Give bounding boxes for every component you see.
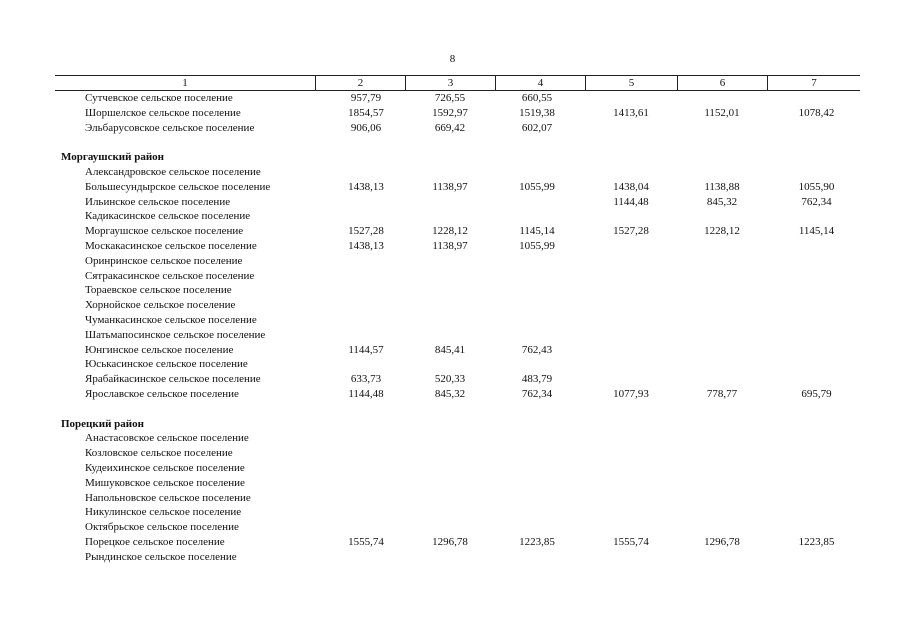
value-cell-col-2 xyxy=(315,520,405,535)
table-row xyxy=(55,224,860,239)
value-cell-col-7 xyxy=(767,283,860,298)
value-cell-col-6 xyxy=(677,313,767,328)
value-cell-col-5 xyxy=(585,91,677,106)
value-cell-col-6 xyxy=(677,121,767,136)
value-cell-col-7 xyxy=(767,165,860,180)
value-cell-col-6 xyxy=(677,520,767,535)
value-cell-col-3 xyxy=(405,461,495,476)
value-cell-col-6: 1152,01 xyxy=(704,106,740,119)
value-cell-col-5: 1077,93 xyxy=(613,387,649,400)
value-cell-col-6 xyxy=(677,476,767,491)
value-cell-col-7 xyxy=(767,491,860,506)
value-cell-col-2 xyxy=(315,550,405,565)
value-cell-col-7 xyxy=(767,239,860,254)
value-cell-col-3 xyxy=(405,446,495,461)
settlement-name: Тораевское сельское поселение xyxy=(85,284,232,297)
table-row xyxy=(55,535,860,550)
value-cell-col-3: 726,55 xyxy=(434,92,466,104)
value-cell-col-2 xyxy=(315,357,405,372)
value-cell-col-2 xyxy=(315,283,405,298)
value-cell-col-4 xyxy=(495,357,585,372)
settlement-name: Большесундырское сельское поселение xyxy=(85,180,271,193)
value-cell-col-6 xyxy=(677,550,767,565)
value-cell-col-5: 1555,74 xyxy=(613,535,649,548)
value-cell-col-4: 483,79 xyxy=(521,373,553,386)
settlement-name: Эльбарусовское сельское поселение xyxy=(85,121,255,134)
table-header-row xyxy=(55,75,860,91)
value-cell-col-4 xyxy=(495,209,585,224)
value-cell-col-3 xyxy=(405,491,495,506)
section-spacer xyxy=(55,402,860,417)
value-cell-col-2 xyxy=(315,328,405,343)
value-cell-col-4 xyxy=(495,476,585,491)
section-spacer xyxy=(55,135,860,150)
table-row xyxy=(55,431,860,446)
value-cell-col-4: 1055,99 xyxy=(519,239,555,252)
settlement-name: Юськасинское сельское поселение xyxy=(85,358,248,371)
table-row xyxy=(55,283,860,298)
value-cell-col-4 xyxy=(495,165,585,180)
table-row xyxy=(55,91,860,106)
value-cell-col-3: 845,32 xyxy=(434,387,466,400)
value-cell-col-5: 1527,28 xyxy=(613,225,649,238)
value-cell-col-2 xyxy=(315,491,405,506)
value-cell-col-3 xyxy=(405,165,495,180)
value-cell-col-6 xyxy=(677,254,767,269)
value-cell-col-5 xyxy=(585,283,677,298)
value-cell-col-6 xyxy=(677,298,767,313)
value-cell-col-7 xyxy=(767,357,860,372)
value-cell-col-2: 1144,57 xyxy=(348,343,384,356)
district-heading: Порецкий район xyxy=(61,417,144,430)
settlement-name: Ярославское сельское поселение xyxy=(85,387,239,400)
settlement-name: Александровское сельское поселение xyxy=(85,165,261,178)
settlement-name: Кудеихинское сельское поселение xyxy=(85,461,245,474)
value-cell-col-3: 669,42 xyxy=(434,121,466,134)
value-cell-col-4 xyxy=(495,431,585,446)
value-cell-col-3 xyxy=(405,520,495,535)
column-header-5: 5 xyxy=(585,76,677,90)
value-cell-col-5 xyxy=(585,269,677,284)
value-cell-col-5: 1413,61 xyxy=(613,106,649,119)
value-cell-col-4 xyxy=(495,328,585,343)
value-cell-col-7 xyxy=(767,550,860,565)
table-row xyxy=(55,343,860,358)
value-cell-col-3: 520,33 xyxy=(434,373,466,386)
value-cell-col-6: 1138,88 xyxy=(704,180,740,193)
value-cell-col-5 xyxy=(585,254,677,269)
value-cell-col-2 xyxy=(315,209,405,224)
value-cell-col-6: 1228,12 xyxy=(704,225,740,238)
settlement-name: Шатьмапосинское сельское поселение xyxy=(85,328,266,341)
value-cell-col-4: 1519,38 xyxy=(519,106,555,119)
district-heading: Моргаушский район xyxy=(61,151,165,164)
value-cell-col-4: 762,43 xyxy=(521,343,553,356)
table-row xyxy=(55,165,860,180)
table-row xyxy=(55,372,860,387)
value-cell-col-3 xyxy=(405,357,495,372)
settlement-name: Никулинское сельское поселение xyxy=(85,506,242,519)
value-cell-col-2 xyxy=(315,461,405,476)
table-row xyxy=(55,209,860,224)
value-cell-col-7 xyxy=(767,209,860,224)
settlement-name: Ярабайкасинское сельское поселение xyxy=(85,373,261,386)
value-cell-col-2: 1438,13 xyxy=(348,239,384,252)
value-cell-col-3: 1138,97 xyxy=(432,239,468,252)
value-cell-col-4 xyxy=(495,313,585,328)
table-body xyxy=(55,91,860,565)
table-row xyxy=(55,520,860,535)
value-cell-col-2 xyxy=(315,313,405,328)
value-cell-col-3: 845,41 xyxy=(434,343,466,356)
value-cell-col-4 xyxy=(495,195,585,210)
value-cell-col-5 xyxy=(585,298,677,313)
value-cell-col-7 xyxy=(767,431,860,446)
value-cell-col-6 xyxy=(677,372,767,387)
value-cell-col-2 xyxy=(315,505,405,520)
value-cell-col-4: 762,34 xyxy=(521,387,553,400)
value-cell-col-5: 1438,04 xyxy=(613,180,649,193)
value-cell-col-5 xyxy=(585,328,677,343)
value-cell-col-3 xyxy=(405,254,495,269)
value-cell-col-3 xyxy=(405,298,495,313)
value-cell-col-6 xyxy=(677,239,767,254)
table-row xyxy=(55,446,860,461)
value-cell-col-4 xyxy=(495,298,585,313)
tariff-table xyxy=(55,75,860,565)
value-cell-col-3 xyxy=(405,313,495,328)
table-row xyxy=(55,106,860,121)
value-cell-col-5 xyxy=(585,491,677,506)
page-number: 8 xyxy=(449,53,456,65)
value-cell-col-4 xyxy=(495,446,585,461)
value-cell-col-2: 633,73 xyxy=(350,373,382,386)
settlement-name: Анастасовское сельское поселение xyxy=(85,432,249,445)
settlement-name: Юнгинское сельское поселение xyxy=(85,343,234,356)
value-cell-col-7 xyxy=(767,446,860,461)
value-cell-col-6: 778,77 xyxy=(706,387,738,400)
value-cell-col-7 xyxy=(767,328,860,343)
value-cell-col-5 xyxy=(585,239,677,254)
value-cell-col-3 xyxy=(405,505,495,520)
value-cell-col-3 xyxy=(405,195,495,210)
settlement-name: Оринринское сельское поселение xyxy=(85,254,243,267)
value-cell-col-5 xyxy=(585,209,677,224)
value-cell-col-4: 1223,85 xyxy=(519,535,555,548)
value-cell-col-5 xyxy=(585,431,677,446)
value-cell-col-6: 1296,78 xyxy=(704,535,740,548)
value-cell-col-3 xyxy=(405,209,495,224)
value-cell-col-3: 1296,78 xyxy=(432,535,468,548)
value-cell-col-6 xyxy=(677,431,767,446)
value-cell-col-2: 1555,74 xyxy=(348,535,384,548)
value-cell-col-2: 1438,13 xyxy=(348,180,384,193)
table-row xyxy=(55,313,860,328)
value-cell-col-7 xyxy=(767,298,860,313)
table-row xyxy=(55,328,860,343)
value-cell-col-7 xyxy=(767,313,860,328)
value-cell-col-2: 1527,28 xyxy=(348,225,384,238)
value-cell-col-4: 660,55 xyxy=(521,92,553,104)
table-row xyxy=(55,461,860,476)
value-cell-col-3: 1228,12 xyxy=(432,225,468,238)
value-cell-col-4: 1145,14 xyxy=(519,225,555,238)
value-cell-col-6: 845,32 xyxy=(706,195,738,208)
value-cell-col-6 xyxy=(677,209,767,224)
table-row xyxy=(55,387,860,402)
table-row xyxy=(55,254,860,269)
value-cell-col-2 xyxy=(315,195,405,210)
value-cell-col-7 xyxy=(767,343,860,358)
value-cell-col-5: 1144,48 xyxy=(613,195,649,208)
value-cell-col-7 xyxy=(767,121,860,136)
value-cell-col-2 xyxy=(315,446,405,461)
value-cell-col-4: 602,07 xyxy=(521,121,553,134)
settlement-name: Москакасинское сельское поселение xyxy=(85,239,257,252)
value-cell-col-6 xyxy=(677,491,767,506)
value-cell-col-4 xyxy=(495,550,585,565)
settlement-name: Шоршелское сельское поселение xyxy=(85,106,241,119)
value-cell-col-5 xyxy=(585,476,677,491)
value-cell-col-7: 695,79 xyxy=(801,387,832,400)
column-header-3: 3 xyxy=(405,76,495,90)
value-cell-col-7 xyxy=(767,254,860,269)
value-cell-col-7 xyxy=(767,505,860,520)
table-row xyxy=(55,195,860,210)
table-row xyxy=(55,550,860,565)
value-cell-col-2 xyxy=(315,476,405,491)
value-cell-col-3 xyxy=(405,283,495,298)
value-cell-col-2: 906,06 xyxy=(350,121,382,134)
settlement-name: Кадикасинское сельское поселение xyxy=(85,210,251,223)
value-cell-col-5 xyxy=(585,165,677,180)
table-row xyxy=(55,357,860,372)
value-cell-col-3 xyxy=(405,431,495,446)
settlement-name: Напольновское сельское поселение xyxy=(85,491,251,504)
value-cell-col-7 xyxy=(767,269,860,284)
value-cell-col-2 xyxy=(315,269,405,284)
value-cell-col-4 xyxy=(495,520,585,535)
value-cell-col-4: 1055,99 xyxy=(519,180,555,193)
value-cell-col-7: 762,34 xyxy=(801,195,832,208)
value-cell-col-6 xyxy=(677,446,767,461)
table-row xyxy=(55,269,860,284)
settlement-name: Сятракасинское сельское поселение xyxy=(85,269,255,282)
value-cell-col-3: 1592,97 xyxy=(432,106,468,119)
settlement-name: Моргаушское сельское поселение xyxy=(85,225,244,238)
value-cell-col-6 xyxy=(677,357,767,372)
column-header-4: 4 xyxy=(495,76,585,90)
table-row xyxy=(55,239,860,254)
column-header-6: 6 xyxy=(677,76,767,90)
value-cell-col-7 xyxy=(767,372,860,387)
value-cell-col-4 xyxy=(495,254,585,269)
table-row xyxy=(55,491,860,506)
value-cell-col-5 xyxy=(585,313,677,328)
value-cell-col-7: 1145,14 xyxy=(798,225,835,238)
value-cell-col-7 xyxy=(767,461,860,476)
value-cell-col-3 xyxy=(405,476,495,491)
value-cell-col-7: 1223,85 xyxy=(798,535,835,548)
value-cell-col-4 xyxy=(495,505,585,520)
value-cell-col-5 xyxy=(585,520,677,535)
value-cell-col-2: 1854,57 xyxy=(348,106,384,119)
value-cell-col-5 xyxy=(585,343,677,358)
value-cell-col-3 xyxy=(405,550,495,565)
value-cell-col-6 xyxy=(677,505,767,520)
value-cell-col-4 xyxy=(495,491,585,506)
settlement-name: Чуманкасинское сельское поселение xyxy=(85,313,257,326)
value-cell-col-6 xyxy=(677,165,767,180)
value-cell-col-2: 1144,48 xyxy=(348,387,384,400)
value-cell-col-6 xyxy=(677,328,767,343)
value-cell-col-5 xyxy=(585,505,677,520)
value-cell-col-2 xyxy=(315,254,405,269)
value-cell-col-6 xyxy=(677,91,767,106)
table-row xyxy=(55,180,860,195)
value-cell-col-3: 1138,97 xyxy=(432,180,468,193)
table-row xyxy=(55,121,860,136)
value-cell-col-5 xyxy=(585,121,677,136)
value-cell-col-7 xyxy=(767,476,860,491)
settlement-name: Мишуковское сельское поселение xyxy=(85,476,245,489)
value-cell-col-5 xyxy=(585,372,677,387)
value-cell-col-5 xyxy=(585,446,677,461)
settlement-name: Октябрьское сельское поселение xyxy=(85,521,239,534)
value-cell-col-5 xyxy=(585,461,677,476)
value-cell-col-7: 1078,42 xyxy=(798,106,835,119)
table-row xyxy=(55,298,860,313)
value-cell-col-2: 957,79 xyxy=(350,92,382,104)
value-cell-col-4 xyxy=(495,461,585,476)
table-row xyxy=(55,505,860,520)
value-cell-col-6 xyxy=(677,461,767,476)
value-cell-col-6 xyxy=(677,283,767,298)
value-cell-col-2 xyxy=(315,298,405,313)
value-cell-col-3 xyxy=(405,269,495,284)
value-cell-col-7 xyxy=(767,520,860,535)
value-cell-col-2 xyxy=(315,431,405,446)
value-cell-col-5 xyxy=(585,357,677,372)
value-cell-col-4 xyxy=(495,269,585,284)
column-header-2: 2 xyxy=(315,76,405,90)
table-row xyxy=(55,476,860,491)
settlement-name: Рындинское сельское поселение xyxy=(85,550,237,563)
settlement-name: Порецкое сельское поселение xyxy=(85,535,225,548)
value-cell-col-4 xyxy=(495,283,585,298)
value-cell-col-2 xyxy=(315,165,405,180)
settlement-name: Хорнойское сельское поселение xyxy=(85,299,236,312)
settlement-name: Ильинское сельское поселение xyxy=(85,195,231,208)
column-header-7: 7 xyxy=(767,76,860,90)
value-cell-col-7 xyxy=(767,91,860,106)
settlement-name: Козловское сельское поселение xyxy=(85,447,233,460)
settlement-name: Сутчевское сельское поселение xyxy=(85,92,233,104)
value-cell-col-6 xyxy=(677,343,767,358)
value-cell-col-6 xyxy=(677,269,767,284)
value-cell-col-5 xyxy=(585,550,677,565)
value-cell-col-3 xyxy=(405,328,495,343)
column-header-1: 1 xyxy=(182,77,188,89)
value-cell-col-7: 1055,90 xyxy=(798,180,835,193)
